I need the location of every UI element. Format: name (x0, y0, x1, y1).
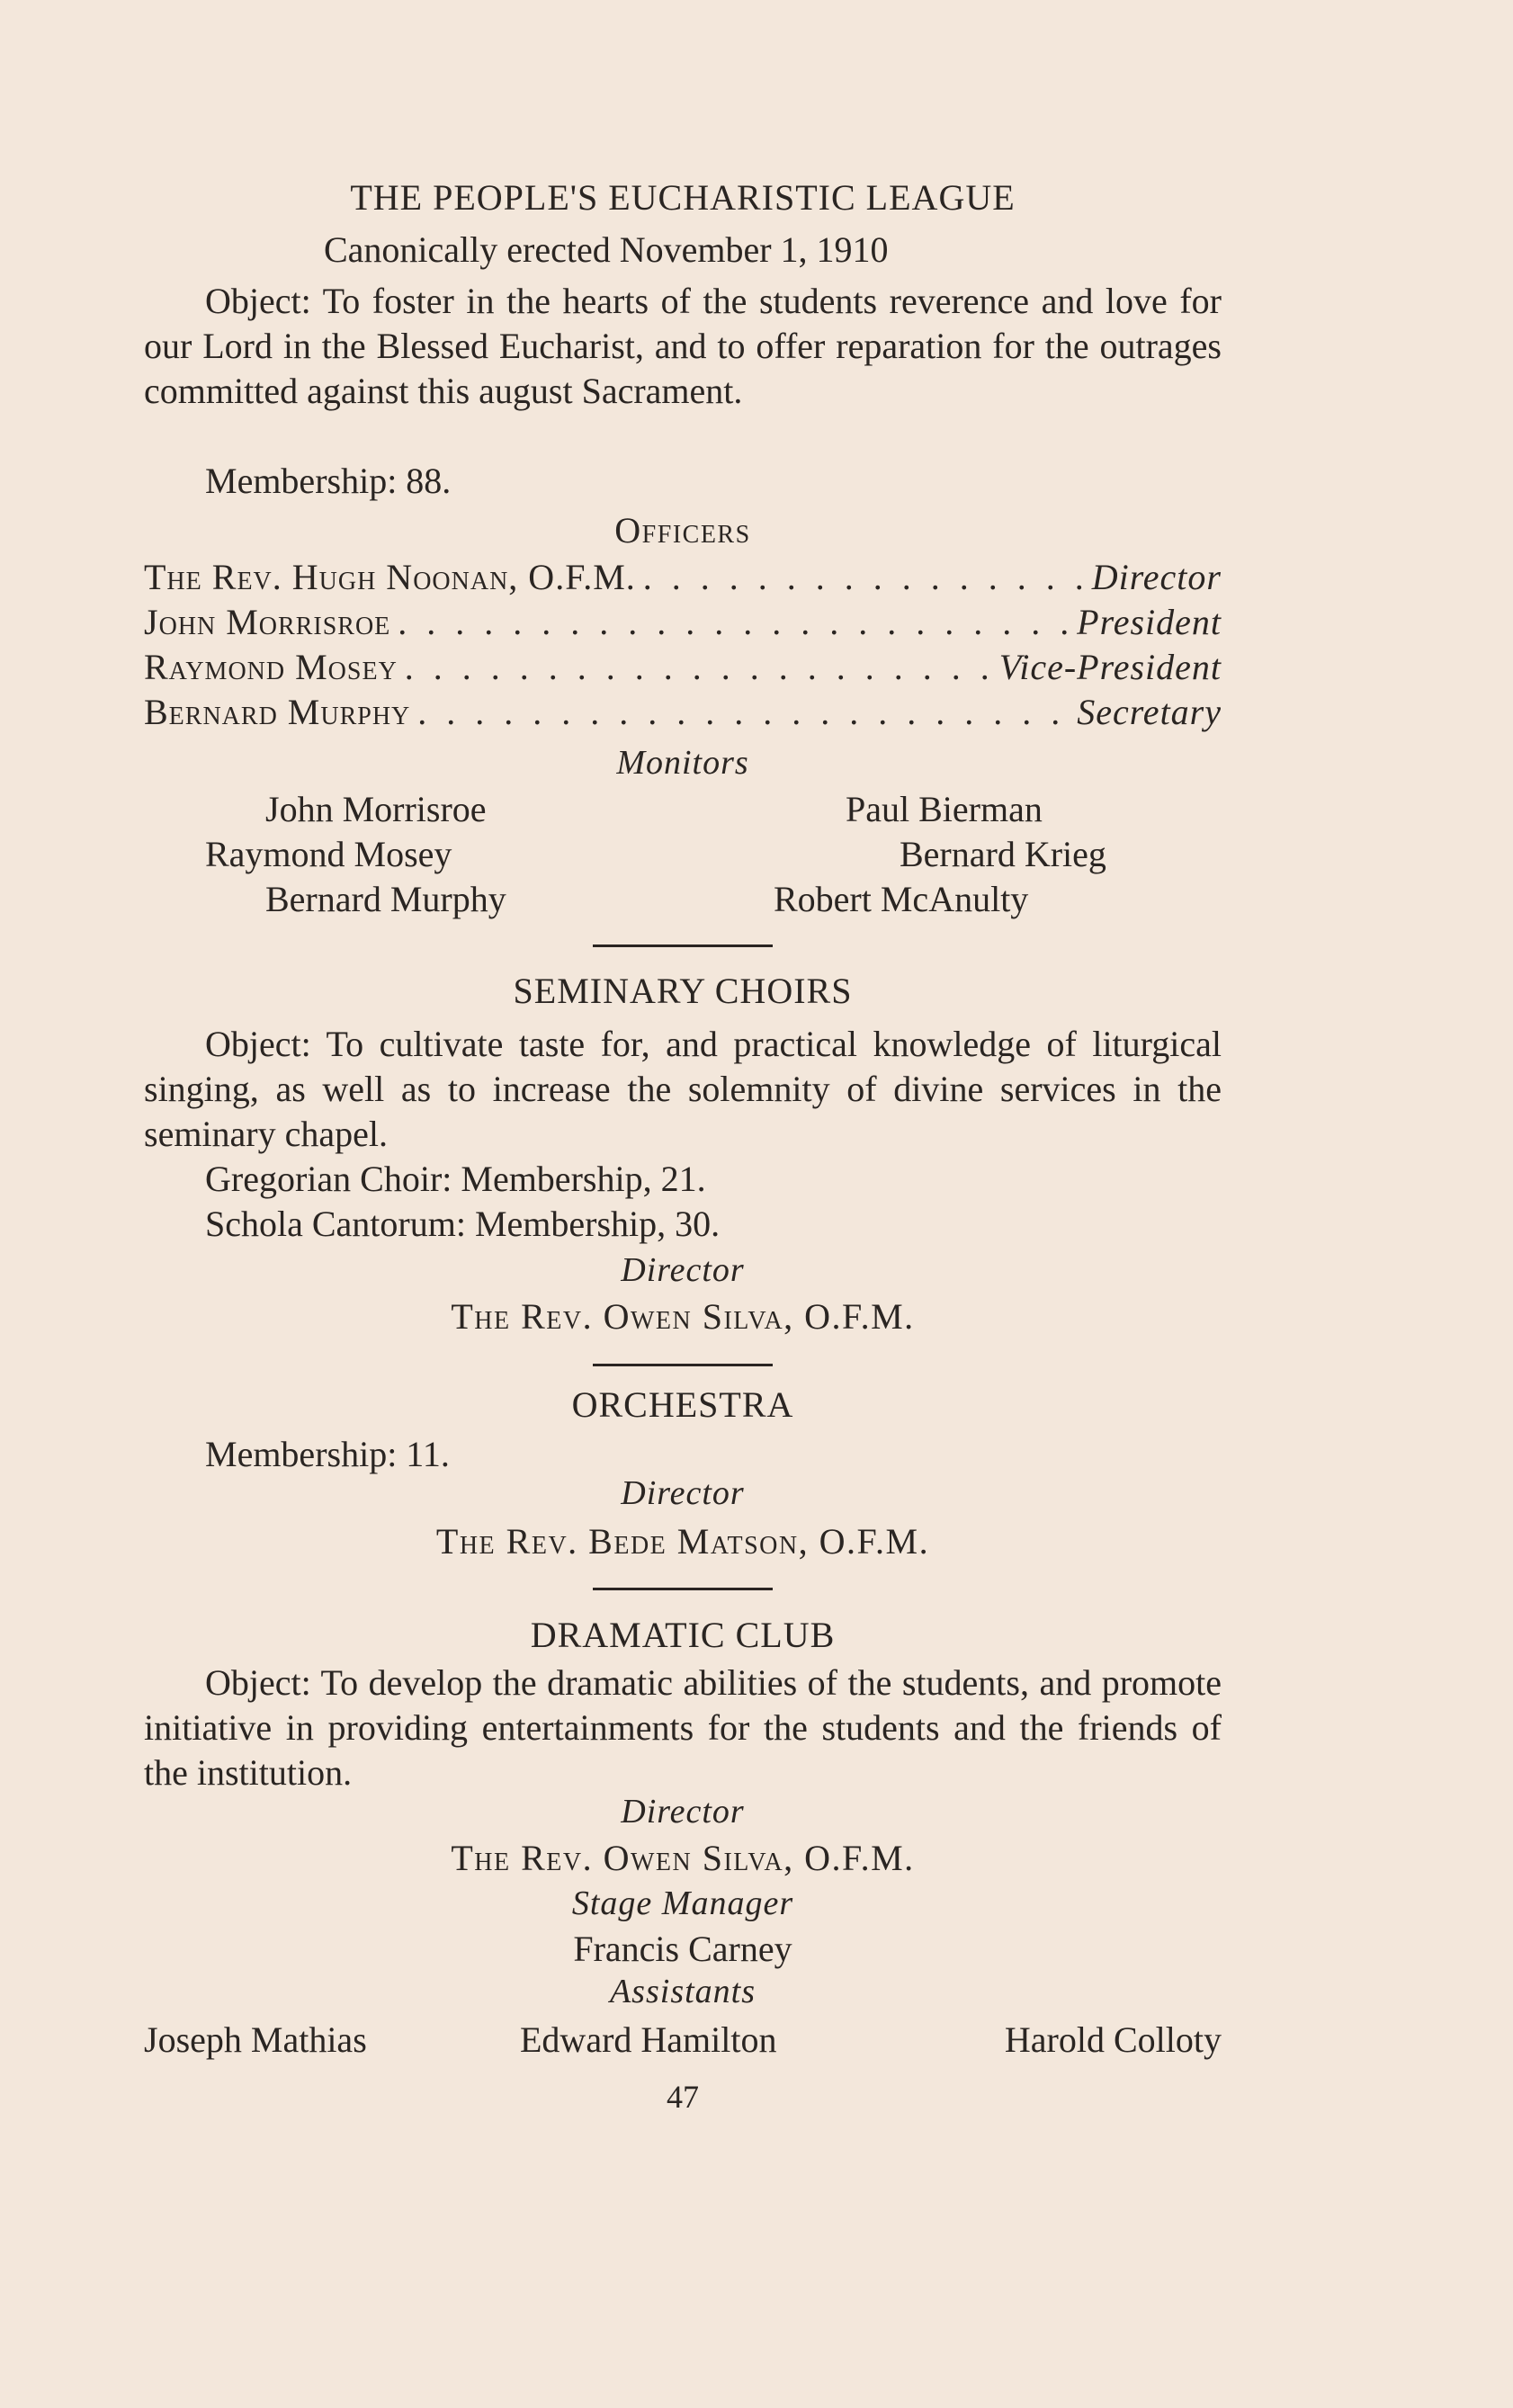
assistant-name: Joseph Mathias (144, 2019, 367, 2060)
officer-name: Bernard Murphy (144, 692, 411, 732)
section-divider (593, 944, 773, 947)
leader-dots (398, 601, 1070, 643)
officer-row (144, 646, 1222, 691)
assistant-name: Edward Hamilton (520, 2019, 777, 2060)
monitor-name: Paul Bierman (846, 789, 1043, 829)
officer-name: Raymond Mosey (144, 647, 398, 687)
choirs-director-label: Director (621, 1251, 745, 1289)
officer-name: John Morrisroe (144, 602, 391, 642)
orchestra-title: ORCHESTRA (571, 1384, 794, 1425)
dramatic-director: The Rev. Owen Silva, O.F.M. (451, 1838, 915, 1878)
assistants-label: Assistants (609, 1973, 756, 2010)
leader-dots (405, 646, 992, 688)
section-divider (593, 1364, 773, 1366)
monitor-name: Raymond Mosey (205, 834, 452, 874)
officer-title: President (1077, 602, 1222, 642)
page-number: 47 (667, 2079, 699, 2115)
league-object: Object: To foster in the hearts of the students reverence and love for our Lord in the Blessed Eucharist, and to offer reparation for the outrages committed against this august Sacrament. (144, 281, 1222, 411)
officer-title: Secretary (1077, 692, 1222, 732)
choirs-object: Object: To cultivate taste for, and practical knowledge of liturgical singing, as well as to increase the solemnity of divine services in the seminary chapel. (144, 1024, 1222, 1154)
league-subtitle: Canonically erected November 1, 1910 (324, 229, 889, 270)
schola-cantorum: Schola Cantorum: Membership, 30. (205, 1204, 721, 1244)
dramatic-director-label: Director (621, 1793, 745, 1831)
monitor-name: Bernard Krieg (900, 834, 1106, 874)
officer-title: Vice-President (998, 647, 1222, 687)
monitor-name: Bernard Murphy (265, 879, 506, 919)
section-divider (593, 1588, 773, 1590)
choirs-title: SEMINARY CHOIRS (513, 971, 853, 1011)
officer-row (144, 601, 1222, 646)
monitors-heading: Monitors (616, 744, 749, 782)
leader-dots (417, 691, 1070, 733)
officer-row (144, 556, 1222, 601)
officer-title: Director (1091, 557, 1222, 597)
choirs-director: The Rev. Owen Silva, O.F.M. (451, 1296, 915, 1337)
stage-manager-label: Stage Manager (571, 1884, 794, 1922)
dramatic-title: DRAMATIC CLUB (530, 1615, 836, 1655)
officer-row (144, 691, 1222, 736)
dramatic-object: Object: To develop the dramatic abilities of the students, and promote initiative in providing entertainments for the students and the friends of the institution. (144, 1662, 1222, 1793)
monitor-name: John Morrisroe (265, 789, 487, 829)
stage-manager: Francis Carney (573, 1929, 792, 1969)
orchestra-director: The Rev. Bede Matson, O.F.M. (435, 1521, 930, 1562)
orchestra-director-label: Director (621, 1474, 745, 1512)
officers-heading: Officers (614, 510, 751, 551)
monitor-name: Robert McAnulty (774, 879, 1029, 919)
officer-name: The Rev. Hugh Noonan, O.F.M. (144, 557, 636, 597)
assistant-name: Harold Colloty (1004, 2019, 1222, 2060)
orchestra-membership: Membership: 11. (205, 1434, 450, 1474)
league-membership: Membership: 88. (205, 461, 452, 501)
gregorian-choir: Gregorian Choir: Membership, 21. (205, 1159, 706, 1199)
leader-dots (643, 556, 1085, 598)
league-title: THE PEOPLE'S EUCHARISTIC LEAGUE (350, 177, 1016, 218)
